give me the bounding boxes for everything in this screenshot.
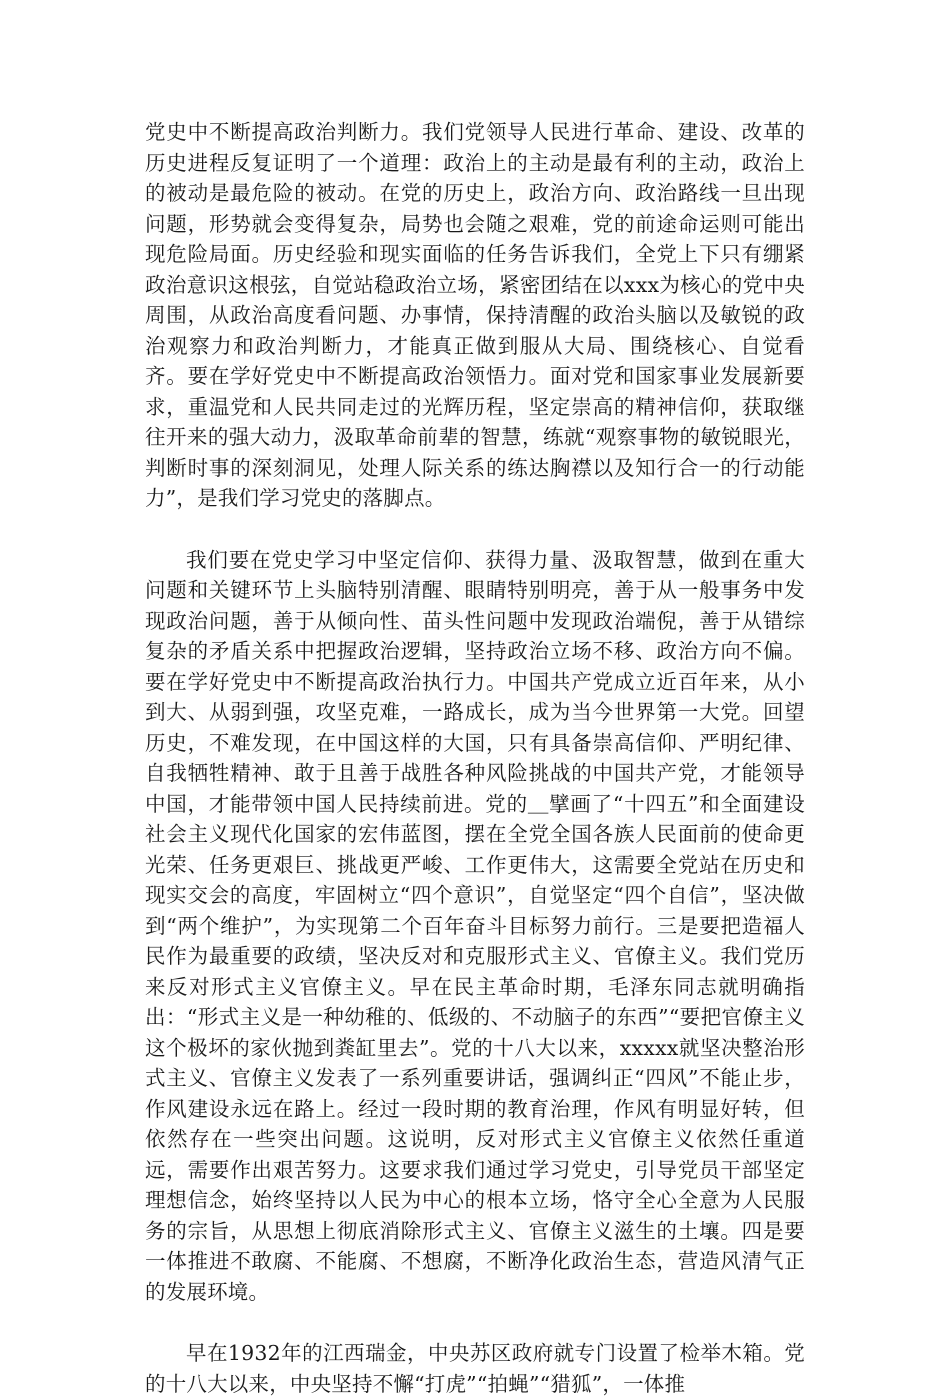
document-body [145,117,805,1399]
paragraph-spacer [145,1307,805,1338]
paragraph-3: 早在1932年的江西瑞金，中央苏区政府就专门设置了检举木箱。党的十八大以来，中央坚持不懈“打虎”“拍蝇”“猎狐”，一体推 [145,1341,805,1396]
paragraph-2: 我们要在党史学习中坚定信仰、获得力量、汲取智慧，做到在重大问题和关键环节上头脑特别清醒、眼睛特别明亮，善于从一般事务中发现政治问题，善于从倾向性、苗头性问题中发现政治端倪，善于从错综复杂的矛盾关系中把握政治逻辑，坚持政治立场不移、政治方向不偏。要在学好党史中不断提高政治执行力。中国共产党成立近百年来，从小到大、从弱到强，攻坚克难，一路成长，成为当今世界第一大党。回望历史，不难发现，在中国这样的大国，只有具备崇高信仰、严明纪律、自我牺牲精神、敢于且善于战胜各种风险挑战的中国共产党，才能领导中国，才能带领中国人民持续前进。党的＿擘画了“十四五”和全面建设社会主义现代化国家的宏伟蓝图，摆在全党全国各族人民面前的使命更光荣、任务更艰巨、挑战更严峻、工作更伟大，这需要全党站在历史和现实交会的高度，牢固树立“四个意识”，自觉坚定“四个自信”，坚决做到“两个维护”，为实现第二个百年奋斗目标努力前行。三是要把造福人民作为最重要的政绩，坚决反对和克服形式主义、官僚主义。我们党历来反对形式主义官僚主义。早在民主革命时期，毛泽东同志就明确指出：“形式主义是一种幼稚的、低级的、不动脑子的东西”“要把官僚主义这个极坏的家伙抛到粪缸里去”。党的十八大以来，xxxxx就坚决整治形式主义、官僚主义发表了一系列重要讲话，强调纠正“四风”不能止步，作风建设永远在路上。经过一段时期的教育治理，作风有明显好转，但依然存在一些突出问题。这说明，反对形式主义官僚主义依然任重道远，需要作出艰苦努力。这要求我们通过学习党史，引导党员干部坚定理想信念，始终坚持以人民为中心的根本立场，恪守全心全意为人民服务的宗旨，从思想上彻底消除形式主义、官僚主义滋生的土壤。四是要一体推进不敢腐、不能腐、不想腐，不断净化政治生态，营造风清气正的发展环境。 [145,547,805,1304]
paragraph-spacer [145,514,805,545]
paragraph-1: 党史中不断提高政治判断力。我们党领导人民进行革命、建设、改革的历史进程反复证明了一个道理：政治上的主动是最有利的主动，政治上的被动是最危险的被动。在党的历史上，政治方向、政治路线一旦出现问题，形势就会变得复杂，局势也会随之艰难，党的前途命运则可能出现危险局面。历史经验和现实面临的任务告诉我们，全党上下只有绷紧政治意识这根弦，自觉站稳政治立场，紧密团结在以xxx为核心的党中央周围，从政治高度看问题、办事情，保持清醒的政治头脑以及敏锐的政治观察力和政治判断力，才能真正做到服从大局、围绕核心、自觉看齐。要在学好党史中不断提高政治领悟力。面对党和国家事业发展新要求，重温党和人民共同走过的光辉历程，坚定崇高的精神信仰，获取继往开来的强大动力，汲取革命前辈的智慧，练就“观察事物的敏锐眼光，判断时事的深刻洞见，处理人际关系的练达胸襟以及知行合一的行动能力”，是我们学习党史的落脚点。 [145,120,805,510]
